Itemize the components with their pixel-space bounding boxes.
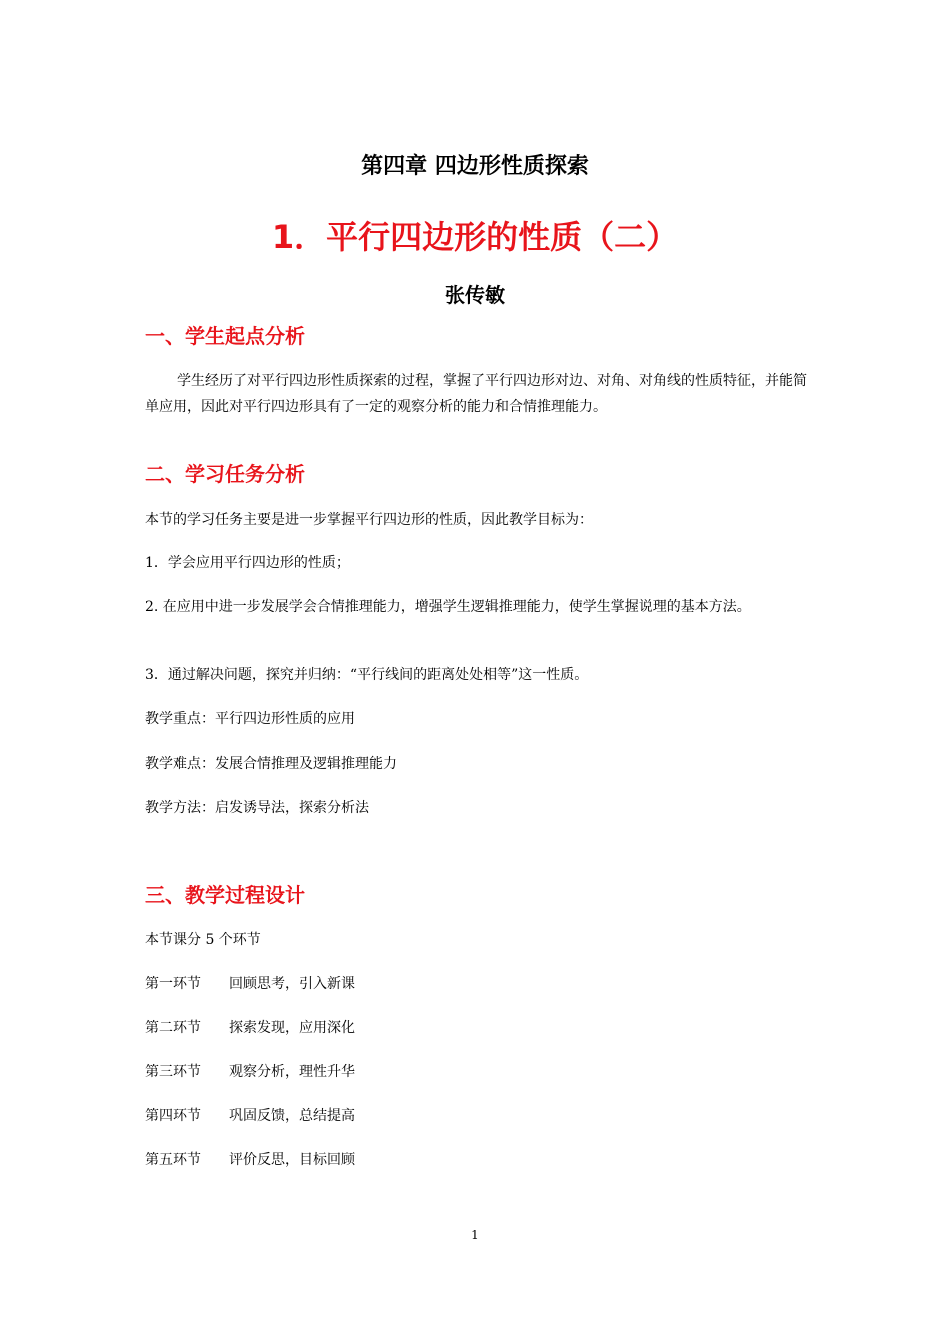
stage-description: 探索发现，应用深化 [229, 1020, 355, 1036]
student-analysis-paragraph: 学生经历了对平行四边形性质探索的过程，掌握了平行四边形对边、对角、对角线的性质特征，并能简单应用，因此对平行四边形具有了一定的观察分析的能力和合情推理能力。 [145, 373, 807, 415]
teaching-goal-2: 2. 在应用中进一步发展学会合情推理能力，增强学生逻辑推理能力，使学生掌握说理的基本方法。 [145, 599, 751, 615]
stage-description: 回顾思考，引入新课 [229, 976, 355, 992]
teaching-difficulty: 教学难点：发展合情推理及逻辑推理能力 [145, 756, 397, 772]
page-number: 1 [471, 1228, 479, 1242]
chapter-title: 第四章 四边形性质探索 [361, 154, 589, 179]
section-heading-task-analysis: 二、学习任务分析 [145, 462, 305, 486]
stage-name: 第五环节 [145, 1152, 201, 1168]
stage-name: 第一环节 [145, 976, 201, 992]
stage-name: 第四环节 [145, 1108, 201, 1124]
section-heading-process-design: 三、教学过程设计 [145, 883, 305, 907]
process-stage-2 [145, 1015, 811, 1041]
stage-description: 评价反思，目标回顾 [229, 1152, 355, 1168]
task-analysis-intro: 本节的学习任务主要是进一步掌握平行四边形的性质，因此教学目标为： [145, 512, 593, 528]
stage-description: 巩固反馈，总结提高 [229, 1108, 355, 1124]
stage-name: 第二环节 [145, 1020, 201, 1036]
process-stage-5 [145, 1147, 811, 1173]
section-heading-student-analysis: 一、学生起点分析 [145, 324, 305, 348]
process-intro: 本节课分 5 个环节 [145, 932, 261, 948]
lesson-title: 1．平行四边形的性质（二） [271, 218, 679, 256]
teaching-method: 教学方法：启发诱导法，探索分析法 [145, 800, 369, 816]
process-stage-3 [145, 1059, 811, 1085]
teaching-key-point: 教学重点：平行四边形性质的应用 [145, 711, 355, 727]
teaching-goal-1: 1．学会应用平行四边形的性质； [145, 555, 350, 571]
stage-name: 第三环节 [145, 1064, 201, 1080]
author-name: 张传敏 [445, 283, 505, 307]
stage-description: 观察分析，理性升华 [229, 1064, 355, 1080]
teaching-goal-3: 3．通过解决问题，探究并归纳：“平行线间的距离处处相等”这一性质。 [145, 667, 589, 683]
process-stage-4 [145, 1103, 811, 1129]
process-stage-1 [145, 971, 811, 997]
